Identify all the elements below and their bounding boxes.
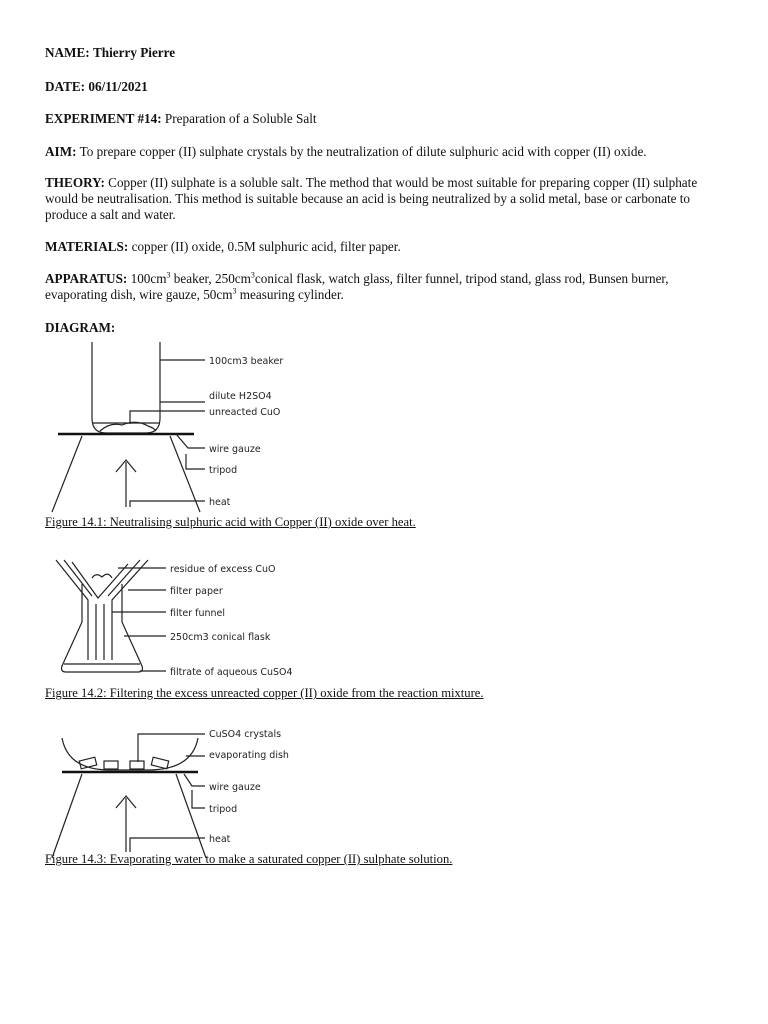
label-filtrate-cuso4: filtrate of aqueous CuSO4 (170, 667, 293, 678)
label-heat: heat (209, 497, 231, 508)
label-filter-paper: filter paper (170, 586, 223, 597)
apparatus-sup-2: 3 (250, 270, 255, 280)
name-label: NAME: (45, 45, 90, 60)
date-value: 06/11/2021 (88, 79, 148, 94)
apparatus-text-4: measuring cylinder. (236, 287, 344, 302)
label-conical-flask: 250cm3 conical flask (170, 632, 271, 643)
figure-14-3-leaders (130, 734, 205, 852)
label-evaporating-dish: evaporating dish (209, 750, 289, 761)
figure-14-2-caption: Figure 14.2: Filtering the excess unreacted copper (II) oxide from the reaction mixture. (45, 686, 484, 700)
tripod-shape-2 (52, 774, 206, 858)
label-tripod-2: tripod (209, 804, 238, 815)
theory-label: THEORY: (45, 175, 105, 190)
name-value: Thierry Pierre (92, 45, 176, 60)
aim-text: To prepare copper (II) sulphate crystals by the neutralization of dilute sulphuric acid with copper (II) oxide. (79, 144, 647, 159)
cuso4-crystals-shape (79, 757, 168, 769)
apparatus-text-2: beaker, 250cm (170, 271, 251, 286)
materials-text: copper (II) oxide, 0.5M sulphuric acid, filter paper. (131, 239, 401, 254)
experiment-label: EXPERIMENT #14: (45, 111, 162, 126)
label-residue-cuo: residue of excess CuO (170, 564, 276, 575)
date-label: DATE: (45, 79, 86, 94)
label-wire-gauze-2: wire gauze (209, 782, 261, 793)
apparatus-label: APPARATUS: (45, 271, 128, 286)
label-filter-funnel: filter funnel (170, 608, 226, 619)
materials-label: MATERIALS: (45, 239, 129, 254)
apparatus-text-1: 100cm (130, 271, 167, 286)
label-tripod: tripod (209, 465, 238, 476)
aim-label: AIM: (45, 144, 77, 159)
label-dilute-h2so4: dilute H2SO4 (209, 391, 272, 402)
figure-14-3-caption: Figure 14.3: Evaporating water to make a saturated copper (II) sulphate solution. (45, 852, 453, 866)
figure-14-1-caption: Figure 14.1: Neutralising sulphuric acid with Copper (II) oxide over heat. (45, 515, 416, 529)
diagram-heading-text: DIAGRAM: (45, 320, 116, 335)
apparatus-sup-1: 3 (166, 270, 171, 280)
label-wire-gauze: wire gauze (209, 444, 261, 455)
theory-text: Copper (II) sulphate is a soluble salt. The method that would be most suitable for preparing copper (II) sulphate would be neutralisation. This method is suitable because an acid is being neutralized by a solid metal, base or carbonate to produce a salt and water. (45, 175, 698, 222)
label-cuso4-crystals: CuSO4 crystals (209, 729, 282, 740)
label-heat-2: heat (209, 834, 231, 845)
apparatus-text-3: conical flask, watch glass, filter funnel, tripod stand, glass rod, Bunsen burner, evaporating dish, wire gauze, 50cm (45, 271, 669, 302)
heat-arrow-icon-2 (116, 796, 136, 852)
apparatus-sup-3: 3 (232, 286, 237, 296)
label-100cm3-beaker: 100cm3 beaker (209, 356, 284, 367)
experiment-title: Preparation of a Soluble Salt (164, 111, 317, 126)
label-unreacted-cuo: unreacted CuO (209, 407, 281, 418)
